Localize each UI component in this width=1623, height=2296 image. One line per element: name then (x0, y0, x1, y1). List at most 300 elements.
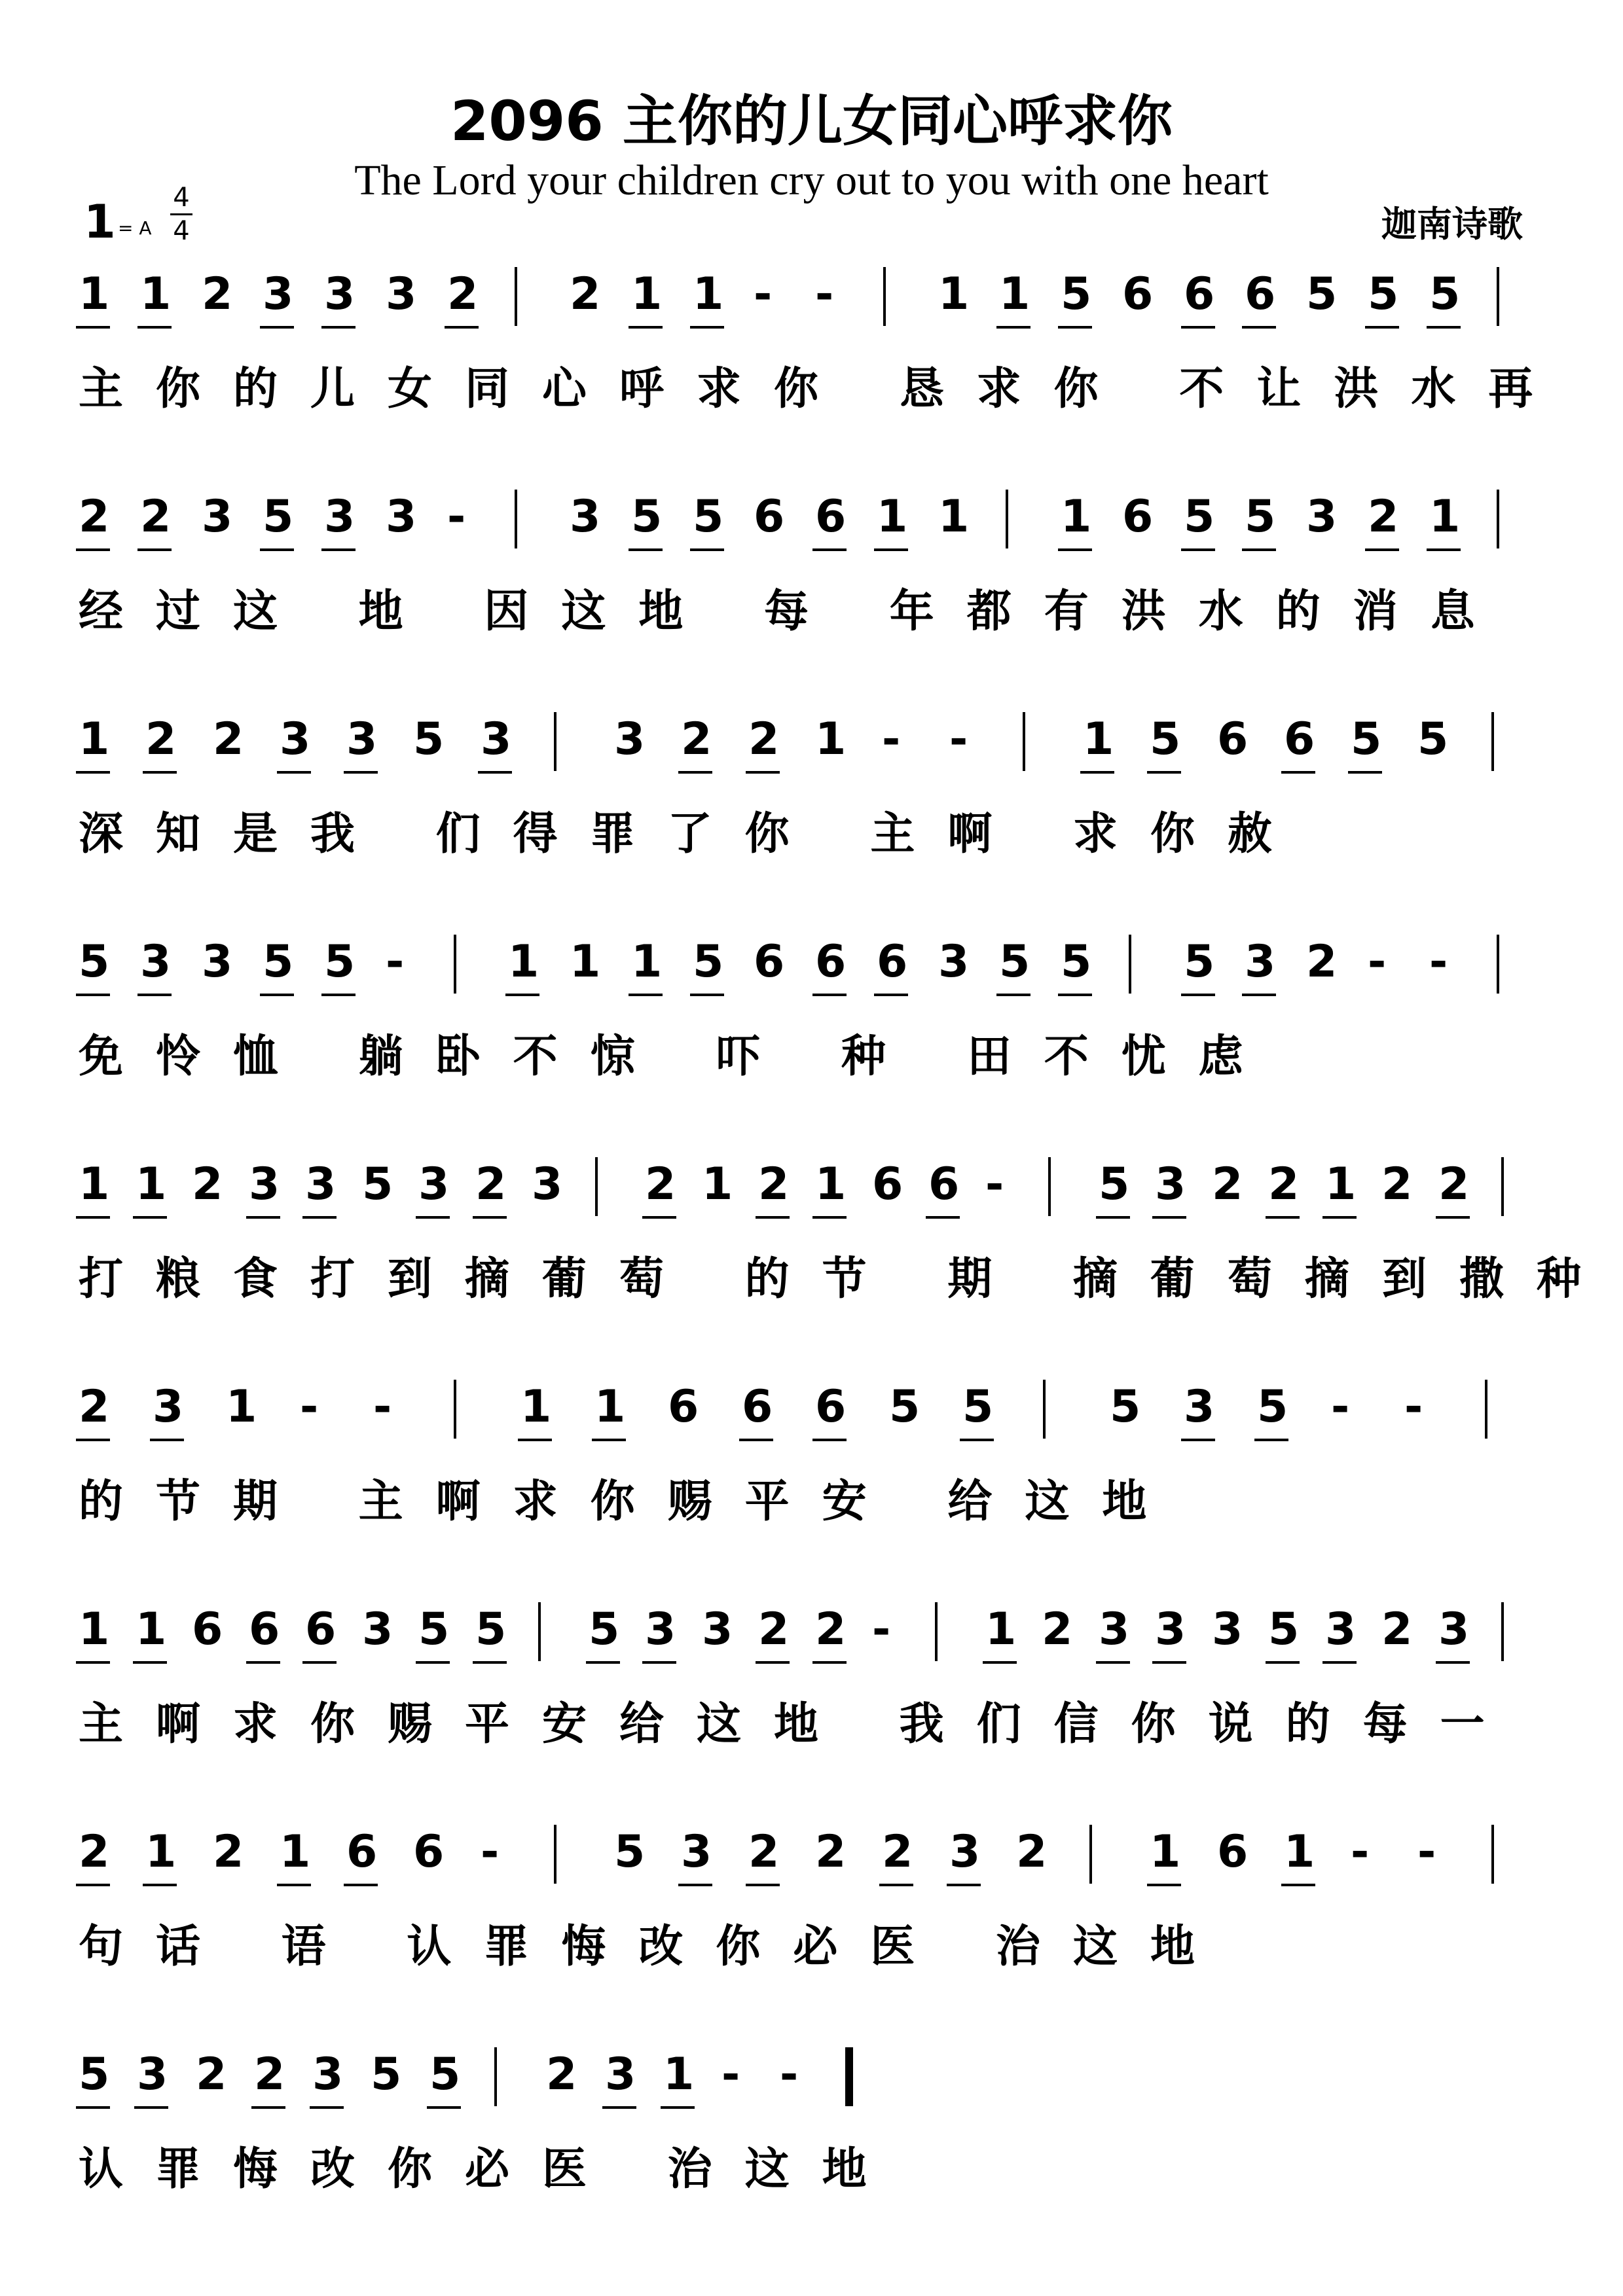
note: 3 (418, 1158, 450, 1210)
barline (1089, 1825, 1092, 1884)
beam-underline (812, 548, 847, 551)
note: 5 (1268, 1604, 1300, 1655)
note: 6 (346, 1826, 378, 1878)
beam-underline (602, 2106, 636, 2109)
note: 2 (815, 1826, 847, 1878)
beam-underline (1152, 1661, 1186, 1664)
beam-underline (76, 1216, 110, 1219)
notes-row (79, 1152, 1558, 1224)
note: 3 (605, 2049, 636, 2100)
beam-underline (518, 1439, 552, 1441)
note: 2 (202, 268, 233, 320)
notes-row (79, 262, 1558, 334)
beam-underline (756, 1216, 790, 1219)
beam-underline (1365, 326, 1399, 329)
notes-row (79, 1820, 1558, 1892)
note: 1 (79, 713, 110, 765)
note: 5 (889, 1381, 921, 1433)
beam-underline (1096, 1216, 1130, 1219)
beam-underline (246, 1216, 280, 1219)
beam-underline (586, 1661, 620, 1664)
beam-underline (416, 1216, 450, 1219)
note: 1 (938, 491, 970, 543)
note: 1 (280, 1826, 311, 1878)
note-dash: - (300, 1381, 319, 1433)
note: 2 (681, 713, 712, 765)
lyrics-row: 主你的儿女同心呼求你 恳求你 不让洪水再 (79, 363, 1566, 415)
beam-underline (926, 1216, 960, 1219)
beam-underline (1152, 1216, 1186, 1219)
note: 5 (263, 491, 294, 543)
note: 5 (693, 936, 724, 988)
barline (1043, 1380, 1046, 1439)
beam-underline (1436, 1661, 1470, 1664)
note: 6 (754, 491, 785, 543)
beam-underline (143, 771, 177, 774)
lyrics-row: 打粮食打到摘葡萄 的节 期 摘葡萄摘到撒种 (79, 1253, 1614, 1305)
note: 3 (1325, 1604, 1357, 1655)
note: 1 (938, 268, 970, 320)
beam-underline (1266, 1216, 1300, 1219)
note: 6 (754, 936, 785, 988)
note: 2 (1368, 491, 1399, 543)
beam-underline (76, 2106, 110, 2109)
beam-underline (76, 326, 110, 329)
note: 2 (758, 1158, 790, 1210)
note: 1 (631, 268, 663, 320)
note: 5 (263, 936, 294, 988)
note: 5 (1110, 1381, 1141, 1433)
note: 1 (631, 936, 663, 988)
beam-underline (1348, 771, 1382, 774)
note: 5 (1257, 1381, 1288, 1433)
beam-underline (678, 771, 712, 774)
note: 2 (1381, 1604, 1413, 1655)
note: 1 (663, 2049, 695, 2100)
note: 6 (815, 491, 847, 543)
key-equals: = A (118, 217, 152, 239)
note: 3 (570, 491, 601, 543)
barline (1491, 712, 1494, 771)
note: 2 (447, 268, 479, 320)
beam-underline (1365, 548, 1399, 551)
note: 1 (1429, 491, 1461, 543)
time-signature (170, 182, 192, 247)
note: 2 (1306, 936, 1338, 988)
note: 5 (614, 1826, 646, 1878)
notes-row (79, 707, 1558, 779)
note: 1 (508, 936, 539, 988)
note: 2 (748, 713, 780, 765)
beam-underline (1281, 771, 1315, 774)
note-dash: - (815, 268, 834, 320)
note: 6 (1217, 1826, 1249, 1878)
beam-underline (321, 994, 356, 996)
note: 3 (137, 2049, 168, 2100)
note: 3 (1155, 1604, 1186, 1655)
beam-underline (678, 1884, 712, 1886)
note: 6 (877, 936, 908, 988)
note: 1 (145, 1826, 177, 1878)
note: 1 (693, 268, 724, 320)
barline (1023, 712, 1025, 771)
note: 3 (324, 491, 356, 543)
beam-underline (1147, 1884, 1181, 1886)
note: 1 (815, 1158, 847, 1210)
note: 1 (226, 1381, 257, 1433)
note: 3 (1155, 1158, 1186, 1210)
note: 3 (202, 936, 233, 988)
beam-underline (879, 1884, 913, 1886)
note: 6 (249, 1604, 280, 1655)
beam-underline (260, 548, 294, 551)
note: 1 (1325, 1158, 1357, 1210)
note: 5 (79, 936, 110, 988)
note: 3 (202, 491, 233, 543)
note: 6 (668, 1381, 699, 1433)
note: 2 (1016, 1826, 1048, 1878)
beam-underline (1242, 548, 1276, 551)
beam-underline (874, 994, 908, 996)
note: 5 (1061, 936, 1092, 988)
barline (1501, 1602, 1504, 1661)
note: 1 (1284, 1826, 1315, 1878)
note: 2 (140, 491, 172, 543)
key-signature (84, 183, 190, 249)
note: 5 (1184, 936, 1215, 988)
note: 3 (312, 2049, 344, 2100)
beam-underline (321, 326, 356, 329)
beam-underline (592, 1439, 626, 1441)
note: 5 (371, 2049, 402, 2100)
note: 1 (1061, 491, 1092, 543)
note: 6 (1284, 713, 1315, 765)
note: 2 (79, 1381, 110, 1433)
note: 3 (280, 713, 311, 765)
note: 1 (140, 268, 172, 320)
note: 2 (758, 1604, 790, 1655)
note: 1 (79, 268, 110, 320)
note: 2 (79, 491, 110, 543)
note-dash: - (721, 2049, 740, 2100)
beam-underline (1242, 326, 1276, 329)
note: 2 (145, 713, 177, 765)
beam-underline (996, 326, 1030, 329)
lyrics-row: 认罪悔改你必医 治这地 (79, 2144, 900, 2195)
note: 5 (362, 1158, 393, 1210)
beam-underline (629, 994, 663, 996)
note: 2 (1438, 1158, 1470, 1210)
note: 5 (589, 1604, 620, 1655)
beam-underline (260, 326, 294, 329)
barline (883, 267, 886, 326)
note: 5 (475, 1604, 507, 1655)
note-dash: - (1331, 1381, 1350, 1433)
note: 1 (702, 1158, 733, 1210)
beam-underline (302, 1661, 337, 1664)
barline (454, 935, 456, 994)
note: 2 (815, 1604, 847, 1655)
note: 2 (475, 1158, 507, 1210)
note: 2 (1268, 1158, 1300, 1210)
note: 2 (1381, 1158, 1413, 1210)
note: 2 (254, 2049, 285, 2100)
beam-underline (445, 326, 479, 329)
beam-underline (812, 1439, 847, 1441)
note-dash: - (373, 1381, 392, 1433)
note: 2 (570, 268, 601, 320)
beam-underline (690, 326, 724, 329)
barline (595, 1157, 598, 1216)
notes-row (79, 1374, 1558, 1446)
page-subtitle: The Lord your children cry out to you with one heart (354, 156, 1269, 204)
barline (1497, 935, 1499, 994)
note: 3 (1212, 1604, 1243, 1655)
final-barline (845, 2047, 853, 2106)
note: 6 (742, 1381, 773, 1433)
beam-underline (746, 771, 780, 774)
note: 6 (815, 1381, 847, 1433)
note: 3 (153, 1381, 184, 1433)
beam-underline (1147, 771, 1181, 774)
note: 3 (481, 713, 512, 765)
beam-underline (277, 771, 311, 774)
beam-underline (1080, 771, 1114, 774)
note: 5 (999, 936, 1030, 988)
note-dash: - (1368, 936, 1387, 988)
note: 2 (192, 1158, 223, 1210)
beam-underline (246, 1661, 280, 1664)
barline (515, 490, 517, 548)
note: 3 (324, 268, 356, 320)
beam-underline (1181, 994, 1215, 996)
beam-underline (812, 1216, 847, 1219)
beam-underline (629, 326, 663, 329)
beam-underline (150, 1439, 184, 1441)
note: 6 (1217, 713, 1249, 765)
lyrics-row: 经过这 地 因这地 每 年都有洪水的消息 (79, 586, 1508, 637)
beam-underline (76, 994, 110, 996)
beam-underline (1436, 1216, 1470, 1219)
beam-underline (260, 994, 294, 996)
beam-underline (1322, 1661, 1357, 1664)
beam-underline (661, 2106, 695, 2109)
note: 6 (192, 1604, 223, 1655)
beam-underline (1096, 1661, 1130, 1664)
beam-underline (505, 994, 539, 996)
note: 3 (362, 1604, 393, 1655)
note: 6 (1122, 491, 1154, 543)
barline (1048, 1157, 1051, 1216)
note: 6 (815, 936, 847, 988)
beam-underline (642, 1661, 676, 1664)
note: 6 (305, 1604, 337, 1655)
beam-underline (76, 548, 110, 551)
beam-underline (1181, 326, 1215, 329)
beam-underline (321, 548, 356, 551)
beam-underline (1427, 326, 1461, 329)
note: 2 (196, 2049, 227, 2100)
note: 1 (79, 1604, 110, 1655)
note-dash: - (872, 1604, 891, 1655)
beam-underline (277, 1884, 311, 1886)
beam-underline (344, 1884, 378, 1886)
note-dash: - (1404, 1381, 1423, 1433)
note: 3 (346, 713, 378, 765)
key-tonic: 1 (84, 195, 116, 249)
barline (1006, 490, 1008, 548)
note: 3 (702, 1604, 733, 1655)
note: 2 (79, 1826, 110, 1878)
note: 3 (386, 268, 417, 320)
lyrics-row: 主啊求你赐平安给这地 我们信你说的每一 (79, 1698, 1518, 1750)
barline (515, 267, 517, 326)
note: 1 (594, 1381, 626, 1433)
barline (538, 1602, 541, 1661)
note: 5 (1417, 713, 1449, 765)
barline (1497, 490, 1499, 548)
beam-underline (1058, 994, 1092, 996)
note: 6 (1184, 268, 1215, 320)
beam-underline (1322, 1216, 1357, 1219)
note: 3 (305, 1158, 337, 1210)
note-dash: - (1429, 936, 1448, 988)
note: 5 (418, 1604, 450, 1655)
beam-underline (76, 1661, 110, 1664)
barline (454, 1380, 456, 1439)
note: 5 (962, 1381, 994, 1433)
note: 3 (1184, 1381, 1215, 1433)
barline (1491, 1825, 1494, 1884)
lyrics-row: 深知是我 们得罪了你 主啊 求你赦 (79, 808, 1305, 860)
beam-underline (1242, 994, 1276, 996)
barline (494, 2047, 497, 2106)
composer-label: 迦南诗歌 (1381, 204, 1523, 245)
beam-underline (629, 548, 663, 551)
barline (1501, 1157, 1504, 1216)
note: 6 (872, 1158, 903, 1210)
beam-underline (960, 1439, 994, 1441)
note-dash: - (882, 713, 901, 765)
note: 2 (1042, 1604, 1073, 1655)
barline (1485, 1380, 1487, 1439)
note: 6 (1245, 268, 1276, 320)
note-dash: - (949, 713, 968, 765)
notes-row (79, 1597, 1558, 1669)
barline (554, 1825, 556, 1884)
note: 3 (645, 1604, 676, 1655)
beam-underline (137, 326, 172, 329)
note: 3 (949, 1826, 981, 1878)
beam-underline (690, 548, 724, 551)
note: 3 (1099, 1604, 1130, 1655)
note-dash: - (447, 491, 466, 543)
beam-underline (76, 771, 110, 774)
note-dash: - (386, 936, 405, 988)
note: 5 (413, 713, 445, 765)
beam-underline (1254, 1439, 1288, 1441)
note-dash: - (1351, 1826, 1370, 1878)
note: 3 (1245, 936, 1276, 988)
note: 3 (1306, 491, 1338, 543)
beam-underline (76, 1884, 110, 1886)
note: 3 (614, 713, 646, 765)
note: 3 (140, 936, 172, 988)
notes-row (79, 484, 1558, 556)
beam-underline (739, 1439, 773, 1441)
note: 5 (1061, 268, 1092, 320)
note: 3 (386, 491, 417, 543)
note: 3 (681, 1826, 712, 1878)
beam-underline (251, 2106, 285, 2109)
beam-underline (1281, 1884, 1315, 1886)
note-dash: - (780, 2049, 799, 2100)
beam-underline (1266, 1661, 1300, 1664)
note: 1 (136, 1158, 167, 1210)
note: 2 (645, 1158, 676, 1210)
beam-underline (1058, 326, 1092, 329)
note: 2 (213, 713, 244, 765)
note-dash: - (1417, 1826, 1436, 1878)
note: 2 (546, 2049, 577, 2100)
note: 5 (1099, 1158, 1130, 1210)
beam-underline (812, 994, 847, 996)
beam-underline (137, 548, 172, 551)
note: 3 (263, 268, 294, 320)
note: 5 (79, 2049, 110, 2100)
note: 2 (748, 1826, 780, 1878)
note: 5 (324, 936, 356, 988)
note: 5 (693, 491, 724, 543)
note: 5 (429, 2049, 461, 2100)
lyrics-row: 的节期 主啊求你赐平安 给这地 (79, 1476, 1180, 1528)
note: 6 (1122, 268, 1154, 320)
notes-row (79, 929, 1558, 1001)
note: 3 (938, 936, 970, 988)
note: 1 (1083, 713, 1114, 765)
note: 5 (1368, 268, 1399, 320)
note: 5 (1429, 268, 1461, 320)
beam-underline (1058, 548, 1092, 551)
barline (1497, 267, 1499, 326)
beam-underline (996, 994, 1030, 996)
note: 1 (877, 491, 908, 543)
notes-row (79, 2042, 1558, 2114)
note-dash: - (754, 268, 773, 320)
beam-underline (310, 2106, 344, 2109)
note: 1 (136, 1604, 167, 1655)
beam-underline (302, 1216, 337, 1219)
barline (554, 712, 556, 771)
note: 6 (928, 1158, 960, 1210)
lyrics-row: 免怜恤 躺卧不惊 吓 种 田不忧虑 (79, 1031, 1276, 1083)
note: 5 (1150, 713, 1181, 765)
beam-underline (427, 2106, 461, 2109)
page-title: 2096 主你的儿女同心呼求你 (450, 89, 1173, 153)
beam-underline (143, 1884, 177, 1886)
note: 1 (985, 1604, 1017, 1655)
note: 2 (1212, 1158, 1243, 1210)
beam-underline (746, 1884, 780, 1886)
note: 5 (631, 491, 663, 543)
beam-underline (642, 1216, 676, 1219)
note: 3 (1438, 1604, 1470, 1655)
beam-underline (137, 994, 172, 996)
beam-underline (874, 548, 908, 551)
note: 3 (249, 1158, 280, 1210)
note: 3 (532, 1158, 563, 1210)
time-top: 4 (173, 183, 190, 213)
